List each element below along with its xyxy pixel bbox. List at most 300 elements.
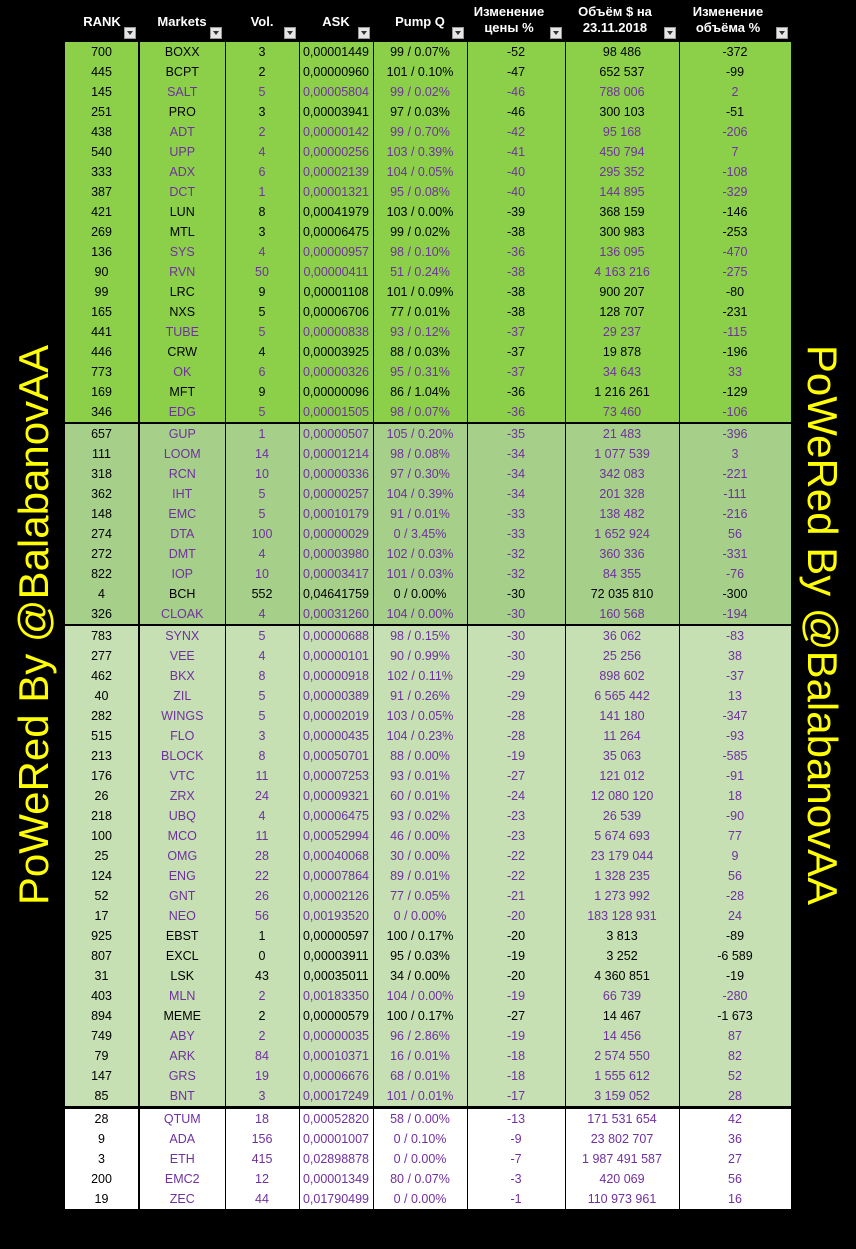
cell-markets: BOXX	[139, 42, 225, 62]
cell-volume: 36 062	[565, 625, 679, 646]
table-row[interactable]	[65, 604, 791, 625]
cell-volume-change: 3	[679, 444, 791, 464]
table-row[interactable]	[65, 584, 791, 604]
cell-rank: 515	[65, 726, 139, 746]
cell-markets: GRS	[139, 1066, 225, 1086]
cell-vol: 2	[225, 986, 299, 1006]
cell-pump-q: 51 / 0.24%	[373, 262, 467, 282]
table-row[interactable]	[65, 866, 791, 886]
cell-rank: 326	[65, 604, 139, 625]
table-row[interactable]	[65, 1108, 791, 1130]
cell-pump-q: 101 / 0.10%	[373, 62, 467, 82]
cell-pump-q: 77 / 0.05%	[373, 886, 467, 906]
cell-vol: 10	[225, 564, 299, 584]
cell-volume: 1 216 261	[565, 382, 679, 402]
cell-ask: 0,00040068	[299, 846, 373, 866]
cell-ask: 0,00000035	[299, 1026, 373, 1046]
cell-vol: 3	[225, 222, 299, 242]
header-volume	[565, 0, 679, 42]
cell-rank: 274	[65, 524, 139, 544]
cell-volume-change: 33	[679, 362, 791, 382]
cell-volume: 788 006	[565, 82, 679, 102]
cell-rank: 145	[65, 82, 139, 102]
cell-markets: SYNX	[139, 625, 225, 646]
cell-rank: 124	[65, 866, 139, 886]
table-row[interactable]	[65, 1026, 791, 1046]
cell-volume: 95 168	[565, 122, 679, 142]
cell-volume-change: 16	[679, 1189, 791, 1209]
cell-price-change: -46	[467, 102, 565, 122]
cell-volume: 26 539	[565, 806, 679, 826]
table-row[interactable]	[65, 322, 791, 342]
cell-vol: 5	[225, 484, 299, 504]
cell-volume: 1 328 235	[565, 866, 679, 886]
table-row[interactable]	[65, 746, 791, 766]
cell-pump-q: 60 / 0.01%	[373, 786, 467, 806]
cell-volume-change: -6 589	[679, 946, 791, 966]
watermark-left: PoWeRed By @BalabanovAA	[10, 344, 57, 906]
cell-ask: 0,00002126	[299, 886, 373, 906]
table-row[interactable]	[65, 966, 791, 986]
cell-volume: 12 080 120	[565, 786, 679, 806]
cell-pump-q: 103 / 0.05%	[373, 706, 467, 726]
cell-ask: 0,00001449	[299, 42, 373, 62]
cell-markets: ADT	[139, 122, 225, 142]
cell-ask: 0,04641759	[299, 584, 373, 604]
cell-ask: 0,00000838	[299, 322, 373, 342]
cell-ask: 0,00000029	[299, 524, 373, 544]
cell-ask: 0,02898878	[299, 1149, 373, 1169]
cell-vol: 8	[225, 746, 299, 766]
cell-volume-change: 56	[679, 524, 791, 544]
cell-volume: 14 467	[565, 1006, 679, 1026]
cell-volume: 19 878	[565, 342, 679, 362]
cell-pump-q: 105 / 0.20%	[373, 423, 467, 444]
table-row[interactable]	[65, 1006, 791, 1026]
cell-price-change: -39	[467, 202, 565, 222]
cell-volume-change: 56	[679, 866, 791, 886]
cell-vol: 14	[225, 444, 299, 464]
table-row[interactable]	[65, 926, 791, 946]
cell-ask: 0,00009321	[299, 786, 373, 806]
cell-volume-change: 18	[679, 786, 791, 806]
cell-volume: 121 012	[565, 766, 679, 786]
cell-pump-q: 102 / 0.11%	[373, 666, 467, 686]
cell-rank: 387	[65, 182, 139, 202]
cell-price-change: -38	[467, 222, 565, 242]
cell-volume-change: -216	[679, 504, 791, 524]
cell-ask: 0,00007864	[299, 866, 373, 886]
table-row[interactable]	[65, 62, 791, 82]
table-row[interactable]	[65, 686, 791, 706]
table-row[interactable]	[65, 726, 791, 746]
table-row[interactable]	[65, 302, 791, 322]
header-ask	[299, 0, 373, 42]
table-row[interactable]	[65, 122, 791, 142]
cell-rank: 438	[65, 122, 139, 142]
cell-rank: 52	[65, 886, 139, 906]
cell-pump-q: 98 / 0.10%	[373, 242, 467, 262]
cell-vol: 8	[225, 202, 299, 222]
cell-ask: 0,00017249	[299, 1086, 373, 1108]
cell-vol: 5	[225, 625, 299, 646]
header-label: RANK	[83, 14, 121, 29]
table-row[interactable]	[65, 82, 791, 102]
cell-markets: UBQ	[139, 806, 225, 826]
table-row[interactable]	[65, 282, 791, 302]
cell-markets: EXCL	[139, 946, 225, 966]
cell-markets: ZRX	[139, 786, 225, 806]
cell-rank: 346	[65, 402, 139, 423]
table-row[interactable]	[65, 444, 791, 464]
cell-markets: IHT	[139, 484, 225, 504]
cell-volume: 35 063	[565, 746, 679, 766]
cell-markets: CRW	[139, 342, 225, 362]
cell-price-change: -30	[467, 646, 565, 666]
cell-rank: 251	[65, 102, 139, 122]
cell-volume-change: -196	[679, 342, 791, 362]
cell-price-change: -35	[467, 423, 565, 444]
cell-price-change: -19	[467, 1026, 565, 1046]
cell-volume: 295 352	[565, 162, 679, 182]
cell-volume: 25 256	[565, 646, 679, 666]
cell-rank: 165	[65, 302, 139, 322]
cell-volume: 6 565 442	[565, 686, 679, 706]
cell-vol: 0	[225, 946, 299, 966]
header-label: Изменение цены %	[473, 4, 545, 35]
table-row[interactable]	[65, 504, 791, 524]
cell-volume: 21 483	[565, 423, 679, 444]
table-row[interactable]	[65, 544, 791, 564]
cell-ask: 0,00000918	[299, 666, 373, 686]
cell-markets: LRC	[139, 282, 225, 302]
cell-ask: 0,00052994	[299, 826, 373, 846]
cell-pump-q: 101 / 0.03%	[373, 564, 467, 584]
cell-ask: 0,00000960	[299, 62, 373, 82]
cell-markets: LSK	[139, 966, 225, 986]
cell-markets: UPP	[139, 142, 225, 162]
cell-ask: 0,00001321	[299, 182, 373, 202]
cell-vol: 44	[225, 1189, 299, 1209]
cell-rank: 925	[65, 926, 139, 946]
header-volume-change	[679, 0, 791, 42]
table-row[interactable]	[65, 946, 791, 966]
cell-ask: 0,00003941	[299, 102, 373, 122]
cell-pump-q: 93 / 0.01%	[373, 766, 467, 786]
cell-volume-change: -51	[679, 102, 791, 122]
table-row[interactable]	[65, 846, 791, 866]
cell-volume: 34 643	[565, 362, 679, 382]
cell-price-change: -19	[467, 986, 565, 1006]
cell-vol: 2	[225, 1026, 299, 1046]
cell-volume-change: -28	[679, 886, 791, 906]
filter-dropdown-button[interactable]	[284, 27, 296, 39]
cell-markets: IOP	[139, 564, 225, 584]
cell-volume: 3 813	[565, 926, 679, 946]
table-row[interactable]	[65, 886, 791, 906]
cell-ask: 0,00193520	[299, 906, 373, 926]
cell-price-change: -19	[467, 746, 565, 766]
cell-vol: 50	[225, 262, 299, 282]
table-row[interactable]	[65, 342, 791, 362]
cell-volume-change: 7	[679, 142, 791, 162]
table-row[interactable]	[65, 1149, 791, 1169]
cell-vol: 1	[225, 182, 299, 202]
cell-markets: WINGS	[139, 706, 225, 726]
cell-rank: 773	[65, 362, 139, 382]
cell-volume: 14 456	[565, 1026, 679, 1046]
filter-dropdown-button[interactable]	[776, 27, 788, 39]
cell-price-change: -23	[467, 826, 565, 846]
cell-pump-q: 103 / 0.39%	[373, 142, 467, 162]
cell-vol: 4	[225, 544, 299, 564]
cell-volume-change: -146	[679, 202, 791, 222]
cell-vol: 6	[225, 162, 299, 182]
cell-rank: 421	[65, 202, 139, 222]
table-row[interactable]	[65, 484, 791, 504]
cell-volume-change: -91	[679, 766, 791, 786]
cell-volume: 138 482	[565, 504, 679, 524]
table-row[interactable]	[65, 1046, 791, 1066]
cell-ask: 0,00000256	[299, 142, 373, 162]
cell-ask: 0,00000257	[299, 484, 373, 504]
cell-price-change: -29	[467, 686, 565, 706]
cell-vol: 3	[225, 1086, 299, 1108]
filter-dropdown-button[interactable]	[664, 27, 676, 39]
table-row[interactable]	[65, 402, 791, 423]
cell-pump-q: 99 / 0.02%	[373, 82, 467, 102]
table-row[interactable]	[65, 826, 791, 846]
table-row[interactable]	[65, 262, 791, 282]
table-row[interactable]	[65, 202, 791, 222]
header-label: Vol.	[250, 14, 274, 29]
cell-ask: 0,00003980	[299, 544, 373, 564]
cell-price-change: -37	[467, 362, 565, 382]
cell-pump-q: 91 / 0.01%	[373, 504, 467, 524]
table-row[interactable]	[65, 423, 791, 444]
filter-dropdown-button[interactable]	[124, 27, 136, 39]
cell-pump-q: 93 / 0.12%	[373, 322, 467, 342]
cell-rank: 200	[65, 1169, 139, 1189]
cell-volume: 1 987 491 587	[565, 1149, 679, 1169]
cell-rank: 445	[65, 62, 139, 82]
cell-vol: 5	[225, 302, 299, 322]
cell-vol: 26	[225, 886, 299, 906]
cell-price-change: -20	[467, 906, 565, 926]
cell-volume-change: -329	[679, 182, 791, 202]
table-row[interactable]	[65, 806, 791, 826]
cell-price-change: -33	[467, 504, 565, 524]
table-row[interactable]	[65, 666, 791, 686]
header-pump-q	[373, 0, 467, 42]
cell-volume: 300 983	[565, 222, 679, 242]
cell-vol: 9	[225, 382, 299, 402]
cell-ask: 0,00000435	[299, 726, 373, 746]
cell-ask: 0,00031260	[299, 604, 373, 625]
table-row[interactable]	[65, 646, 791, 666]
table-row[interactable]	[65, 1169, 791, 1189]
cell-vol: 156	[225, 1129, 299, 1149]
cell-rank: 318	[65, 464, 139, 484]
cell-ask: 0,00001007	[299, 1129, 373, 1149]
cell-volume-change: -115	[679, 322, 791, 342]
cell-volume-change: 52	[679, 1066, 791, 1086]
header-label: Изменение объёма %	[692, 4, 764, 35]
cell-ask: 0,00000597	[299, 926, 373, 946]
table-row[interactable]	[65, 706, 791, 726]
table-row[interactable]	[65, 102, 791, 122]
cell-rank: 3	[65, 1149, 139, 1169]
cell-volume-change: -111	[679, 484, 791, 504]
cell-vol: 18	[225, 1108, 299, 1130]
cell-volume-change: -300	[679, 584, 791, 604]
cell-volume: 900 207	[565, 282, 679, 302]
cell-volume: 1 273 992	[565, 886, 679, 906]
cell-price-change: -22	[467, 846, 565, 866]
cell-ask: 0,00001214	[299, 444, 373, 464]
table-row[interactable]	[65, 625, 791, 646]
cell-volume-change: 27	[679, 1149, 791, 1169]
cell-volume: 342 083	[565, 464, 679, 484]
header-label: ASK	[322, 14, 350, 29]
cell-volume: 110 973 961	[565, 1189, 679, 1209]
cell-volume: 3 252	[565, 946, 679, 966]
cell-price-change: -17	[467, 1086, 565, 1108]
table-row[interactable]	[65, 142, 791, 162]
cell-ask: 0,00000389	[299, 686, 373, 706]
cell-price-change: -30	[467, 584, 565, 604]
cell-pump-q: 90 / 0.99%	[373, 646, 467, 666]
cell-volume-change: 36	[679, 1129, 791, 1149]
cell-ask: 0,00001349	[299, 1169, 373, 1189]
cell-ask: 0,00007253	[299, 766, 373, 786]
table-row[interactable]	[65, 1066, 791, 1086]
cell-volume-change: -37	[679, 666, 791, 686]
table-row[interactable]	[65, 1086, 791, 1108]
cell-price-change: -41	[467, 142, 565, 162]
table-row[interactable]	[65, 222, 791, 242]
cell-vol: 5	[225, 706, 299, 726]
cell-vol: 84	[225, 1046, 299, 1066]
table-row[interactable]	[65, 1129, 791, 1149]
cell-pump-q: 98 / 0.07%	[373, 402, 467, 423]
cell-rank: 19	[65, 1189, 139, 1209]
cell-volume-change: -206	[679, 122, 791, 142]
cell-rank: 333	[65, 162, 139, 182]
cell-volume: 1 652 924	[565, 524, 679, 544]
table-row[interactable]	[65, 382, 791, 402]
cell-vol: 3	[225, 102, 299, 122]
cell-volume-change: 42	[679, 1108, 791, 1130]
cell-pump-q: 89 / 0.01%	[373, 866, 467, 886]
cell-volume-change: -83	[679, 625, 791, 646]
cell-rank: 28	[65, 1108, 139, 1130]
cell-volume: 898 602	[565, 666, 679, 686]
cell-vol: 4	[225, 604, 299, 625]
table-row[interactable]	[65, 564, 791, 584]
cell-volume: 66 739	[565, 986, 679, 1006]
cell-price-change: -18	[467, 1046, 565, 1066]
cell-rank: 136	[65, 242, 139, 262]
cell-vol: 6	[225, 362, 299, 382]
cell-price-change: -23	[467, 806, 565, 826]
cell-pump-q: 68 / 0.01%	[373, 1066, 467, 1086]
cell-price-change: -21	[467, 886, 565, 906]
table-row[interactable]	[65, 766, 791, 786]
sort-filter-button[interactable]	[550, 27, 562, 39]
cell-price-change: -1	[467, 1189, 565, 1209]
cell-vol: 3	[225, 42, 299, 62]
table-row[interactable]	[65, 906, 791, 926]
cell-volume: 171 531 654	[565, 1108, 679, 1130]
table-row[interactable]	[65, 162, 791, 182]
table-row[interactable]	[65, 1189, 791, 1209]
filter-dropdown-button[interactable]	[358, 27, 370, 39]
cell-volume: 136 095	[565, 242, 679, 262]
header-price-change	[467, 0, 565, 42]
table-row[interactable]	[65, 362, 791, 382]
cell-ask: 0,00000096	[299, 382, 373, 402]
cell-ask: 0,00000579	[299, 1006, 373, 1026]
cell-rank: 85	[65, 1086, 139, 1108]
cell-volume: 3 159 052	[565, 1086, 679, 1108]
table-row[interactable]	[65, 786, 791, 806]
cell-volume: 5 674 693	[565, 826, 679, 846]
cell-pump-q: 98 / 0.15%	[373, 625, 467, 646]
data-table	[65, 42, 792, 1209]
cell-markets: EDG	[139, 402, 225, 423]
table-row[interactable]	[65, 464, 791, 484]
cell-ask: 0,00006706	[299, 302, 373, 322]
cell-rank: 277	[65, 646, 139, 666]
cell-markets: ETH	[139, 1149, 225, 1169]
table-row[interactable]	[65, 182, 791, 202]
cell-volume: 4 360 851	[565, 966, 679, 986]
table-row[interactable]	[65, 242, 791, 262]
cell-markets: ARK	[139, 1046, 225, 1066]
cell-volume: 1 555 612	[565, 1066, 679, 1086]
cell-markets: GUP	[139, 423, 225, 444]
cell-rank: 282	[65, 706, 139, 726]
table-row[interactable]	[65, 986, 791, 1006]
cell-markets: OK	[139, 362, 225, 382]
cell-vol: 4	[225, 806, 299, 826]
cell-price-change: -7	[467, 1149, 565, 1169]
cell-pump-q: 30 / 0.00%	[373, 846, 467, 866]
cell-rank: 90	[65, 262, 139, 282]
cell-markets: DMT	[139, 544, 225, 564]
cell-rank: 40	[65, 686, 139, 706]
cell-rank: 657	[65, 423, 139, 444]
cell-ask: 0,00006475	[299, 222, 373, 242]
cell-pump-q: 99 / 0.07%	[373, 42, 467, 62]
cell-vol: 22	[225, 866, 299, 886]
cell-rank: 272	[65, 544, 139, 564]
cell-price-change: -42	[467, 122, 565, 142]
filter-dropdown-button[interactable]	[210, 27, 222, 39]
filter-dropdown-button[interactable]	[452, 27, 464, 39]
table-row[interactable]	[65, 42, 791, 62]
cell-vol: 5	[225, 686, 299, 706]
cell-rank: 31	[65, 966, 139, 986]
cell-rank: 100	[65, 826, 139, 846]
table-row[interactable]	[65, 524, 791, 544]
cell-volume-change: -470	[679, 242, 791, 262]
cell-vol: 4	[225, 242, 299, 262]
cell-price-change: -36	[467, 382, 565, 402]
cell-pump-q: 104 / 0.39%	[373, 484, 467, 504]
cell-markets: MEME	[139, 1006, 225, 1026]
